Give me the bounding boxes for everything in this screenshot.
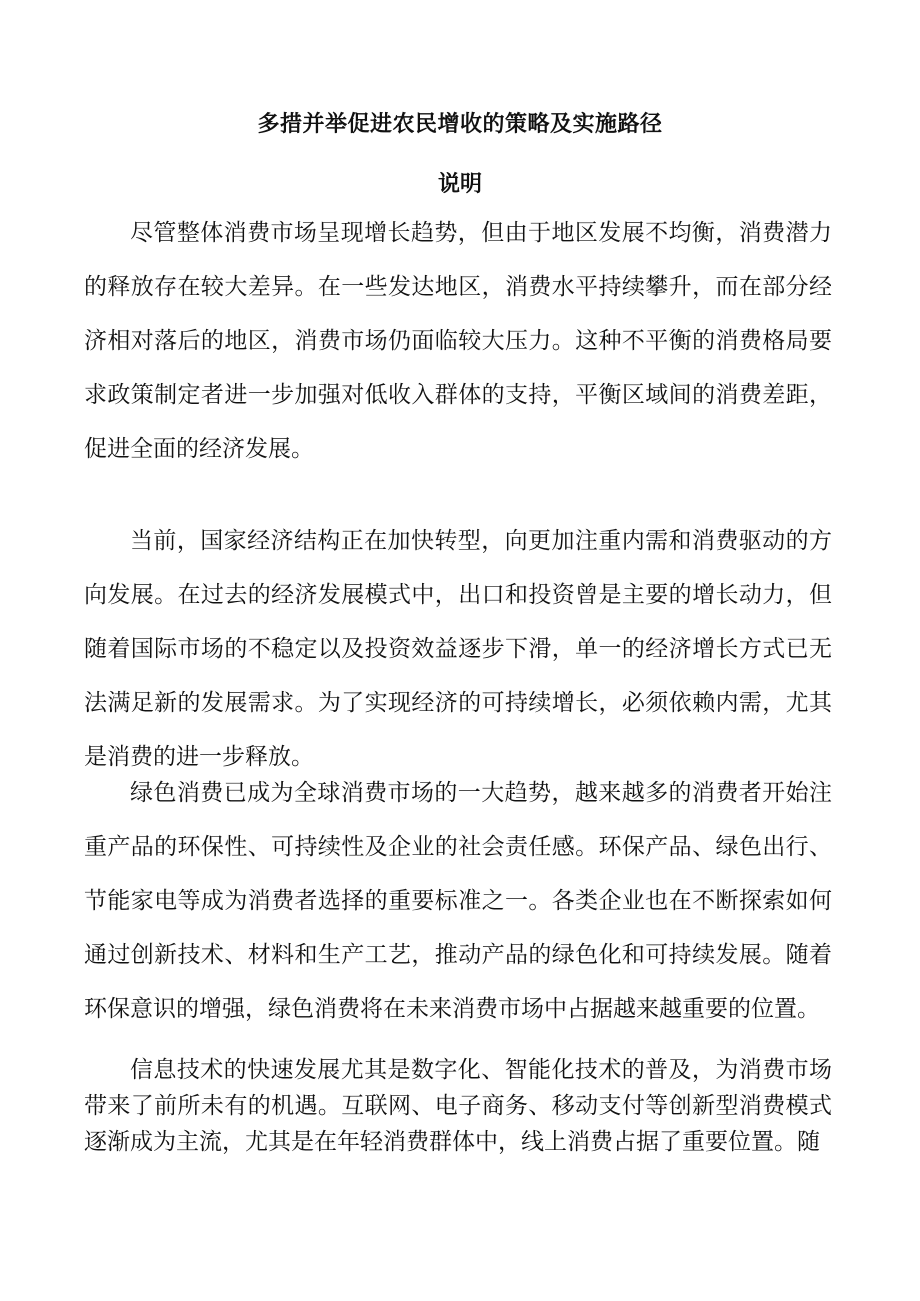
body-paragraph: 信息技术的快速发展尤其是数字化、智能化技术的普及，为消费市场带来了前所未有的机遇。互联网、电子商务、移动支付等创新型消费模式逐渐成为主流，尤其是在年轻消费群体中，线上消费占据了重要位置。随 [84,1057,832,1155]
document-title: 多措并举促进农民增收的策略及实施路径 [257,111,663,137]
section-heading: 说明 [437,171,482,197]
body-paragraph: 当前，国家经济结构正在加快转型，向更加注重内需和消费驱动的方向发展。在过去的经济发展模式中，出口和投资曾是主要的增长动力，但随着国际市场的不稳定以及投资效益逐步下滑，单一的经济增长方式已无法满足新的发展需求。为了实现经济的可持续增长，必须依赖内需，尤其是消费的进一步释放。 [84,528,832,770]
body-paragraph: 绿色消费已成为全球消费市场的一大趋势，越来越多的消费者开始注重产品的环保性、可持续性及企业的社会责任感。环保产品、绿色出行、节能家电等成为消费者选择的重要标准之一。各类企业也在不断探索如何通过创新技术、材料和生产工艺，推动产品的绿色化和可持续发展。随着环保意识的增强，绿色消费将在未来消费市场中占据越来越重要的位置。 [84,780,832,1022]
body-paragraph: 尽管整体消费市场呈现增长趋势，但由于地区发展不均衡，消费潜力的释放存在较大差异。在一些发达地区，消费水平持续攀升，而在部分经济相对落后的地区，消费市场仍面临较大压力。这种不平衡的消费格局要求政策制定者进一步加强对低收入群体的支持，平衡区域间的消费差距，促进全面的经济发展。 [84,220,832,462]
